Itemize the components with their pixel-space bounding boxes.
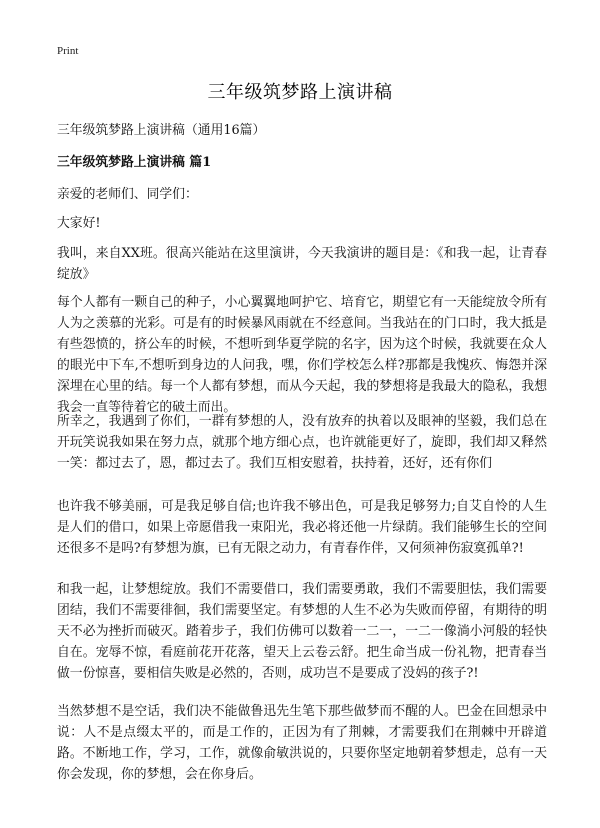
paragraph: 所幸之，我遇到了你们，一群有梦想的人，没有放弃的执着以及眼神的坚毅，我们总在开玩笑说我如果在努力点，就那个地方细心点，也许就能更好了，旋即，我们却又释然一笑：都过去了，恩，都过去了。我们互相安慰着，扶持着，还好，还有你们 [57,414,547,471]
document-subtitle: 三年级筑梦路上演讲稿（通用16篇） [57,123,266,138]
paragraph: 大家好! [57,216,101,231]
section-title: 三年级筑梦路上演讲稿 篇1 [57,155,212,170]
paragraph: 和我一起，让梦想绽放。我们不需要借口，我们需要勇敢，我们不需要胆怯，我们需要团结，我们不需要徘徊，我们需要坚定。有梦想的人生不必为失败而停留，有期待的明天不必为挫折而破灭。踏着步子，我们仿佛可以数着一二一，一二一像淌小河般的轻快自在。宠辱不惊，看庭前花开花落，望天上云卷云舒。把生命当成一份礼物，把青春当做一份惊喜，要相信失败是必然的，否则，成功岂不是要成了没妈的孩子?! [57,582,547,681]
paragraph: 当然梦想不是空话，我们决不能做鲁迅先生笔下那些做梦而不醒的人。巴金在回想录中说：人不是点缀太平的，而是工作的，正因为有了荆棘，才需要我们在荆棘中开辟道路。不断地工作，学习，工作，就像俞敏洪说的，只要你坚定地朝着梦想走，总有一天你会发现，你的梦想，会在你身后。 [57,704,547,782]
paragraph: 也许我不够美丽，可是我足够自信;也许我不够出色，可是我足够努力;自艾自怜的人生是人们的借口，如果上帝愿借我一束阳光，我必将还他一片绿荫。我们能够生长的空间还很多不是吗?有梦想为旗，已有无限之动力，有青春作伴，又何须神伤寂寞孤单?! [57,499,547,556]
paragraph: 我叫，来自XX班。很高兴能站在这里演讲，今天我演讲的题目是：《和我一起，让青春绽放》 [57,246,547,282]
paragraph: 每个人都有一颗自己的种子，小心翼翼地呵护它、培育它，期望它有一天能绽放令所有人为之羡慕的光彩。可是有的时候暴风雨就在不经意间。当我站在的门口时，我大抵是有些怨愤的，挤公车的时候，不想听到华夏学院的名字，因为这个时候，我就要在众人的眼光中下车,不想听到身边的人问我，嘿，你们学校怎么样?那都是我愧疚、悔怨并深深埋在心里的结。每一个人都有梦想，而从今天起，我的梦想将是我最大的隐私，我想我会一直等待着它的破土而出。 [57,295,547,415]
paragraph: 亲爱的老师们、同学们： [57,187,198,202]
print-label: Print [57,45,79,57]
document-title: 三年级筑梦路上演讲稿 [207,82,393,103]
